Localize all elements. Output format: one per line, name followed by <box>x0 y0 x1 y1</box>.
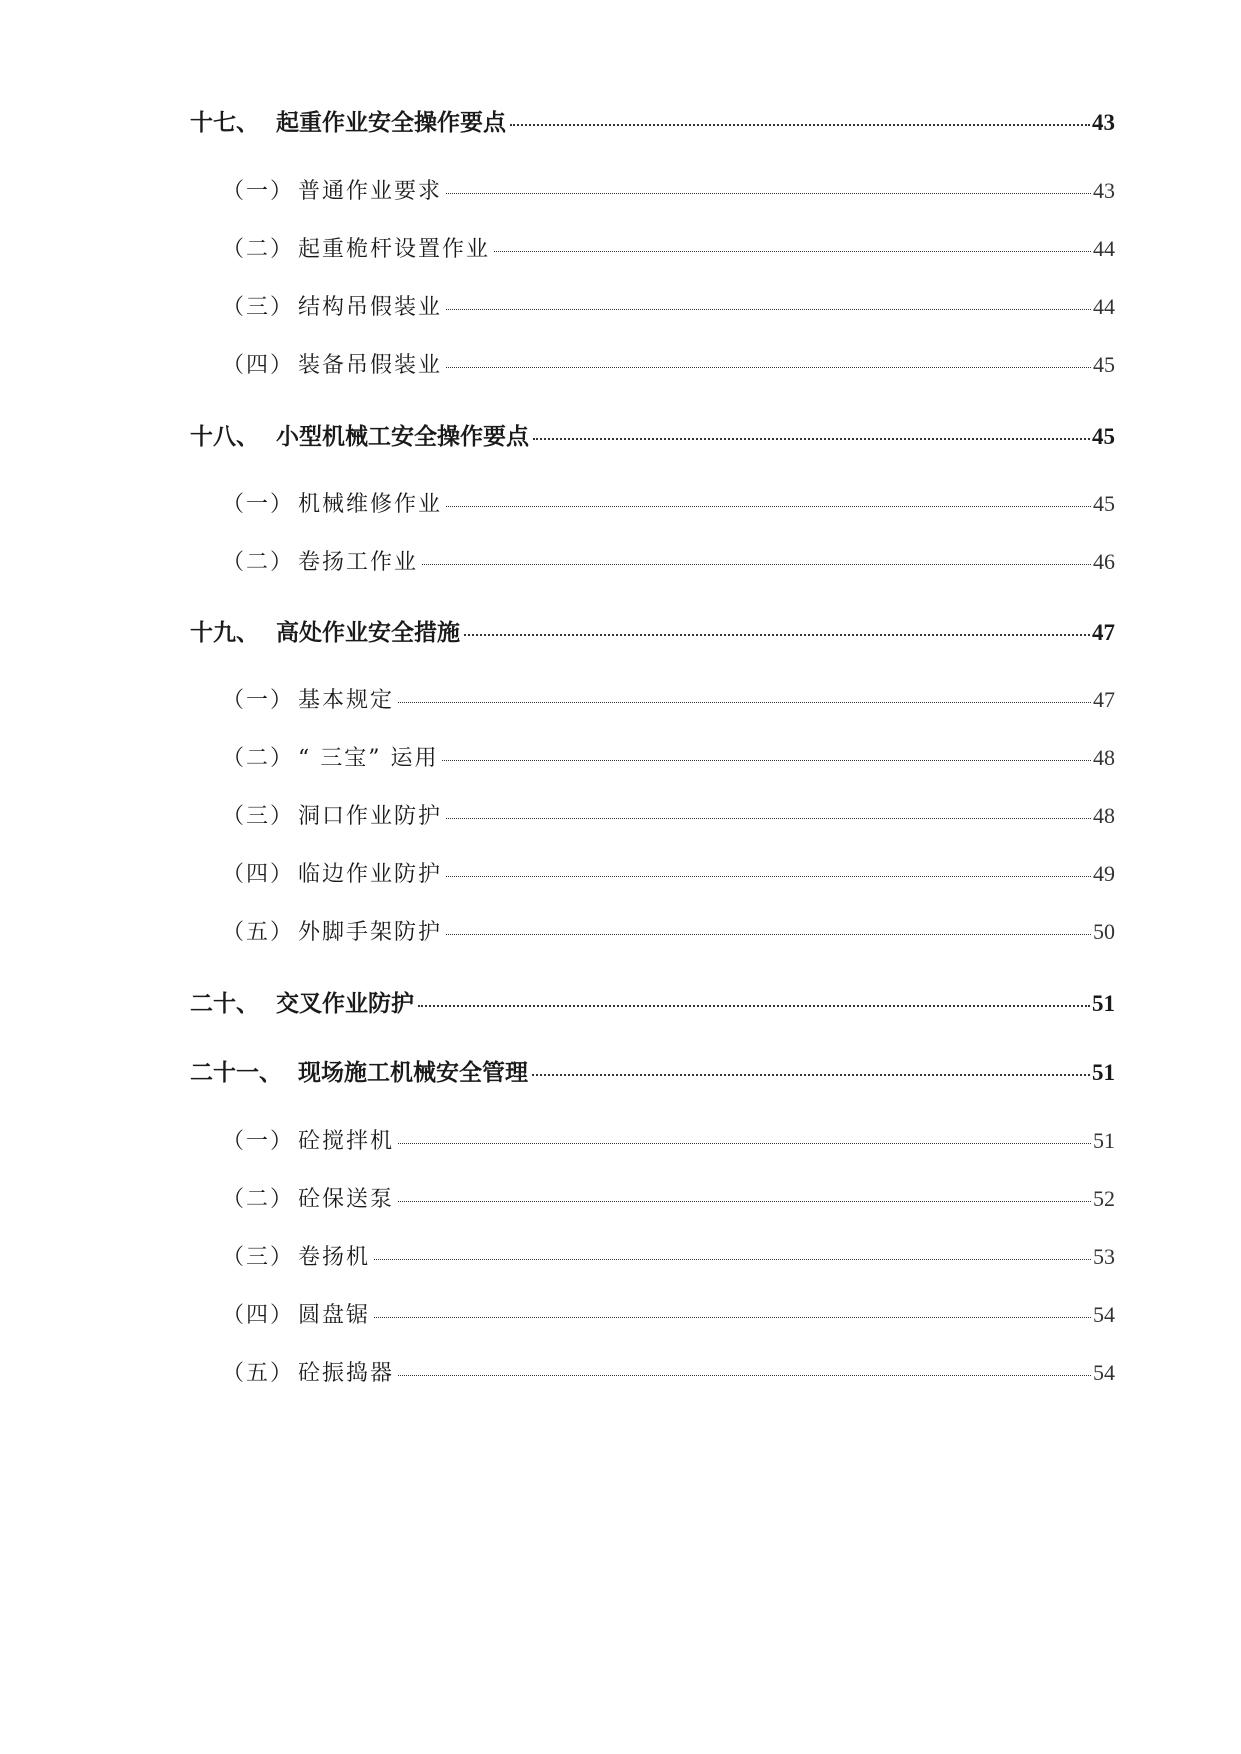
toc-entry-page: 45 <box>1093 491 1115 516</box>
toc-entry-title: 外脚手架防护 <box>298 920 443 945</box>
toc-entry-number: （一） <box>222 492 295 517</box>
toc-entry-title: 起重作业安全操作要点 <box>276 109 506 136</box>
dot-leader <box>446 934 1091 935</box>
toc-entry-number: （二） <box>222 237 295 262</box>
toc-entry-title: 机械维修作业 <box>298 492 443 517</box>
dot-leader <box>446 818 1091 819</box>
toc-entry-title: 砼保送泵 <box>298 1187 395 1212</box>
dot-leader <box>418 1005 1090 1007</box>
toc-entry-title: 普通作业要求 <box>298 179 443 204</box>
toc-entry-number: （四） <box>222 862 295 887</box>
dot-leader <box>442 760 1091 761</box>
toc-entry-title: 高处作业安全措施 <box>276 619 460 646</box>
toc-entry-page: 46 <box>1093 549 1115 574</box>
dot-leader <box>446 876 1091 877</box>
toc-entry-chapter-21[interactable] <box>190 1054 1115 1087</box>
dot-leader <box>398 1375 1091 1376</box>
toc-entry-number: （三） <box>222 1245 295 1270</box>
toc-entry-page: 53 <box>1093 1244 1115 1269</box>
toc-entry-page: 50 <box>1093 919 1115 944</box>
dot-leader <box>446 506 1091 507</box>
toc-entry-number: （二） <box>222 746 295 771</box>
toc-entry-number: 十八、 <box>190 423 259 450</box>
toc-entry-number: 二十、 <box>190 990 259 1017</box>
toc-entry-chapter-18[interactable] <box>190 418 1115 451</box>
toc-entry-title: 现场施工机械安全管理 <box>298 1059 528 1086</box>
dot-leader <box>532 1074 1090 1076</box>
toc-entry-page: 44 <box>1093 236 1115 261</box>
toc-entry-page: 51 <box>1092 991 1115 1016</box>
toc-entry-title: 圆盘锯 <box>298 1303 371 1328</box>
toc-entry-number: （四） <box>222 1303 295 1328</box>
dot-leader <box>398 1143 1091 1144</box>
toc-entry-title: 装备吊假装业 <box>298 353 443 378</box>
toc-entry-title: 小型机械工安全操作要点 <box>276 423 529 450</box>
toc-entry-title: “ 三宝” 运用 <box>298 746 439 771</box>
toc-entry-number: （四） <box>222 353 295 378</box>
toc-entry-page: 45 <box>1092 424 1115 449</box>
toc-entry-title: 洞口作业防护 <box>298 804 443 829</box>
toc-entry-section-17-3[interactable] <box>222 290 1115 321</box>
toc-entry-section-17-2[interactable] <box>222 232 1115 263</box>
toc-entry-title: 临边作业防护 <box>298 862 443 887</box>
toc-entry-chapter-19[interactable] <box>190 614 1115 647</box>
toc-entry-number: （一） <box>222 1129 295 1154</box>
toc-entry-title: 基本规定 <box>298 688 395 713</box>
dot-leader <box>398 1201 1091 1202</box>
toc-entry-page: 51 <box>1093 1128 1115 1153</box>
toc-entry-page: 51 <box>1092 1060 1115 1085</box>
toc-entry-section-19-1[interactable] <box>222 683 1115 714</box>
toc-entry-title: 砼搅拌机 <box>298 1129 395 1154</box>
toc-entry-title: 起重桅杆设置作业 <box>298 237 491 262</box>
toc-entry-title: 砼振捣器 <box>298 1361 395 1386</box>
dot-leader <box>446 193 1091 194</box>
toc-entry-title: 结构吊假装业 <box>298 295 443 320</box>
toc-entry-number: （三） <box>222 804 295 829</box>
toc-entry-chapter-17[interactable] <box>190 104 1115 137</box>
toc-entry-page: 44 <box>1093 294 1115 319</box>
toc-entry-page: 45 <box>1093 352 1115 377</box>
toc-entry-number: 二十一、 <box>190 1059 282 1086</box>
toc-entry-section-18-1[interactable] <box>222 487 1115 518</box>
toc-entry-number: 十七、 <box>190 109 259 136</box>
toc-entry-number: （二） <box>222 550 295 575</box>
toc-entry-number: 十九、 <box>190 619 259 646</box>
dot-leader <box>464 634 1090 636</box>
toc-entry-page: 47 <box>1092 620 1115 645</box>
toc-entry-number: （一） <box>222 179 295 204</box>
toc-entry-number: （一） <box>222 688 295 713</box>
toc-entry-number: （二） <box>222 1187 295 1212</box>
toc-entry-section-18-2[interactable] <box>222 545 1115 576</box>
dot-leader <box>374 1317 1091 1318</box>
dot-leader <box>398 702 1091 703</box>
dot-leader <box>533 438 1090 440</box>
dot-leader <box>374 1259 1091 1260</box>
toc-entry-section-19-3[interactable] <box>222 799 1115 830</box>
toc-entry-number: （五） <box>222 1361 295 1386</box>
toc-entry-section-21-5[interactable] <box>222 1356 1115 1387</box>
toc-entry-section-19-2[interactable] <box>222 741 1115 772</box>
dot-leader <box>494 251 1091 252</box>
toc-entry-page: 54 <box>1093 1302 1115 1327</box>
toc-entry-page: 47 <box>1093 687 1115 712</box>
toc-entry-title: 卷扬工作业 <box>298 550 419 575</box>
toc-entry-page: 54 <box>1093 1360 1115 1385</box>
toc-entry-page: 43 <box>1092 110 1115 135</box>
toc-entry-section-17-1[interactable] <box>222 174 1115 205</box>
dot-leader <box>446 367 1091 368</box>
toc-entry-page: 43 <box>1093 178 1115 203</box>
toc-entry-section-17-4[interactable] <box>222 348 1115 379</box>
toc-entry-title: 卷扬机 <box>298 1245 371 1270</box>
toc-entry-section-19-5[interactable] <box>222 915 1115 946</box>
dot-leader <box>446 309 1091 310</box>
toc-entry-page: 52 <box>1093 1186 1115 1211</box>
toc-entry-section-21-2[interactable] <box>222 1182 1115 1213</box>
toc-entry-page: 48 <box>1093 803 1115 828</box>
toc-entry-title: 交叉作业防护 <box>276 990 414 1017</box>
toc-entry-section-21-3[interactable] <box>222 1240 1115 1271</box>
toc-entry-number: （五） <box>222 920 295 945</box>
toc-entry-section-19-4[interactable] <box>222 857 1115 888</box>
toc-entry-chapter-20[interactable] <box>190 985 1115 1018</box>
toc-entry-page: 48 <box>1093 745 1115 770</box>
toc-entry-section-21-1[interactable] <box>222 1124 1115 1155</box>
toc-entry-page: 49 <box>1093 861 1115 886</box>
toc-entry-section-21-4[interactable] <box>222 1298 1115 1329</box>
toc-entry-number: （三） <box>222 295 295 320</box>
dot-leader <box>510 124 1090 126</box>
dot-leader <box>422 564 1091 565</box>
